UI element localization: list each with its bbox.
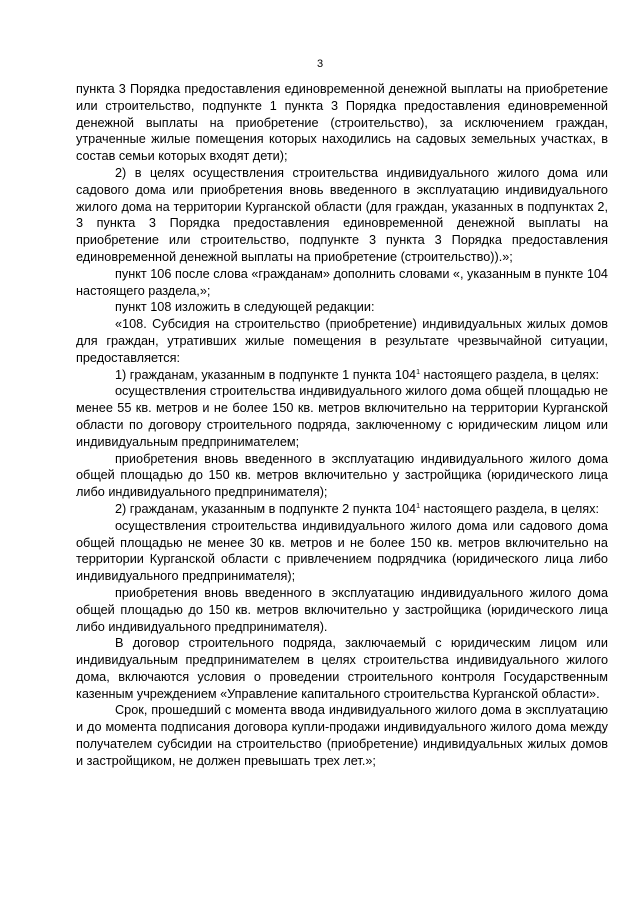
- paragraph-text: осуществления строительства индивидуального жилого дома общей площадью не менее 55 кв. метров и не более 150 кв. метров включительно на территории Курганской области по договору строительного подряда, заключенному с юридическим лицом или индивидуальным предпринимателем;: [76, 384, 608, 449]
- paragraph-text: приобретения вновь введенного в эксплуатацию индивидуального жилого дома общей площадью до 150 кв. метров включительно у застройщика (юридического лица либо индивидуального предпринимателя).: [76, 585, 608, 634]
- paragraph-p6: [76, 367, 608, 384]
- paragraph-text: В договор строительного подряда, заключаемый с юридическим лицом или индивидуальным предпринимателем в целях строительства индивидуального жилого дома, включаются условия о проведении строительного контроля Государственным казенным учреждением «Управление капитального строительства Курганской области».: [76, 636, 608, 701]
- paragraph-text: приобретения вновь введенного в эксплуатацию индивидуального жилого дома общей площадью до 150 кв. метров включительно у застройщика (юридического лица либо индивидуального предпринимателя);: [76, 451, 608, 500]
- paragraph-text: 2) гражданам, указанным в подпункте 2 пункта 104: [115, 501, 417, 516]
- paragraph-p10: [76, 518, 608, 585]
- paragraph-text: настоящего раздела, в целях:: [419, 501, 599, 516]
- paragraph-p11: [76, 585, 608, 635]
- page-number: 3: [316, 58, 324, 70]
- paragraph-p9: [76, 501, 608, 518]
- paragraph-p5: [76, 316, 608, 366]
- document-body: [76, 81, 608, 770]
- paragraph-p8: [76, 451, 608, 501]
- paragraph-text: 1) гражданам, указанным в подпункте 1 пункта 104: [115, 367, 417, 382]
- paragraph-text: «108. Субсидия на строительство (приобретение) индивидуальных жилых домов для граждан, утративших жилые помещения в результате чрезвычайной ситуации, предоставляется:: [76, 317, 608, 365]
- superscript-index: 1: [416, 368, 420, 376]
- paragraph-text: пункта 3 Порядка предоставления единовременной денежной выплаты на приобретение или строительство, подпункте 1 пункта 3 Порядка предоставления единовременной денежной выплаты на приобретение (строительство), за исключением граждан, утраченные жилые помещения которых находились на садовых земельных участках, в состав семьи которых входят дети);: [76, 82, 608, 164]
- paragraph-p1: [76, 81, 608, 165]
- paragraph-p13: [76, 702, 608, 769]
- paragraph-text: Срок, прошедший с момента ввода индивидуального жилого дома в эксплуатацию и до момента подписания договора купли-продажи индивидуального жилого дома между получателем субсидии на строительство (приобретение) индивидуальных жилых домов и застройщиком, не должен превышать трех лет.»;: [76, 703, 608, 768]
- paragraph-p3: [76, 266, 608, 300]
- paragraph-p4: [76, 299, 608, 316]
- paragraph-text: 2) в целях осуществления строительства индивидуального жилого дома или садового дома или приобретения вновь введенного в эксплуатацию индивидуального жилого дома на территории Курганской области (для граждан, указанных в подпунктах 2, 3 пункта 3 Порядка предоставления единовременной денежной выплаты на приобретение или строительство, подпункте 3 пункта 3 Порядка предоставления единовременной денежной выплаты на приобретение (строительство)).»;: [76, 165, 608, 264]
- paragraph-p2: [76, 165, 608, 266]
- paragraph-text: осуществления строительства индивидуального жилого дома или садового дома общей площадью не менее 30 кв. метров и не более 150 кв. метров включительно на территории Курганской области с привлечением подрядчика (юридического лица либо индивидуального предпринимателя);: [76, 518, 608, 584]
- paragraph-p7: [76, 383, 608, 450]
- superscript-index: 1: [416, 502, 420, 510]
- paragraph-text: пункт 108 изложить в следующей редакции:: [115, 300, 375, 315]
- paragraph-p12: [76, 635, 608, 702]
- paragraph-text: настоящего раздела, в целях:: [419, 367, 599, 382]
- paragraph-text: пункт 106 после слова «гражданам» дополнить словами «, указанным в пункте 104 настоящего раздела,»;: [76, 266, 608, 298]
